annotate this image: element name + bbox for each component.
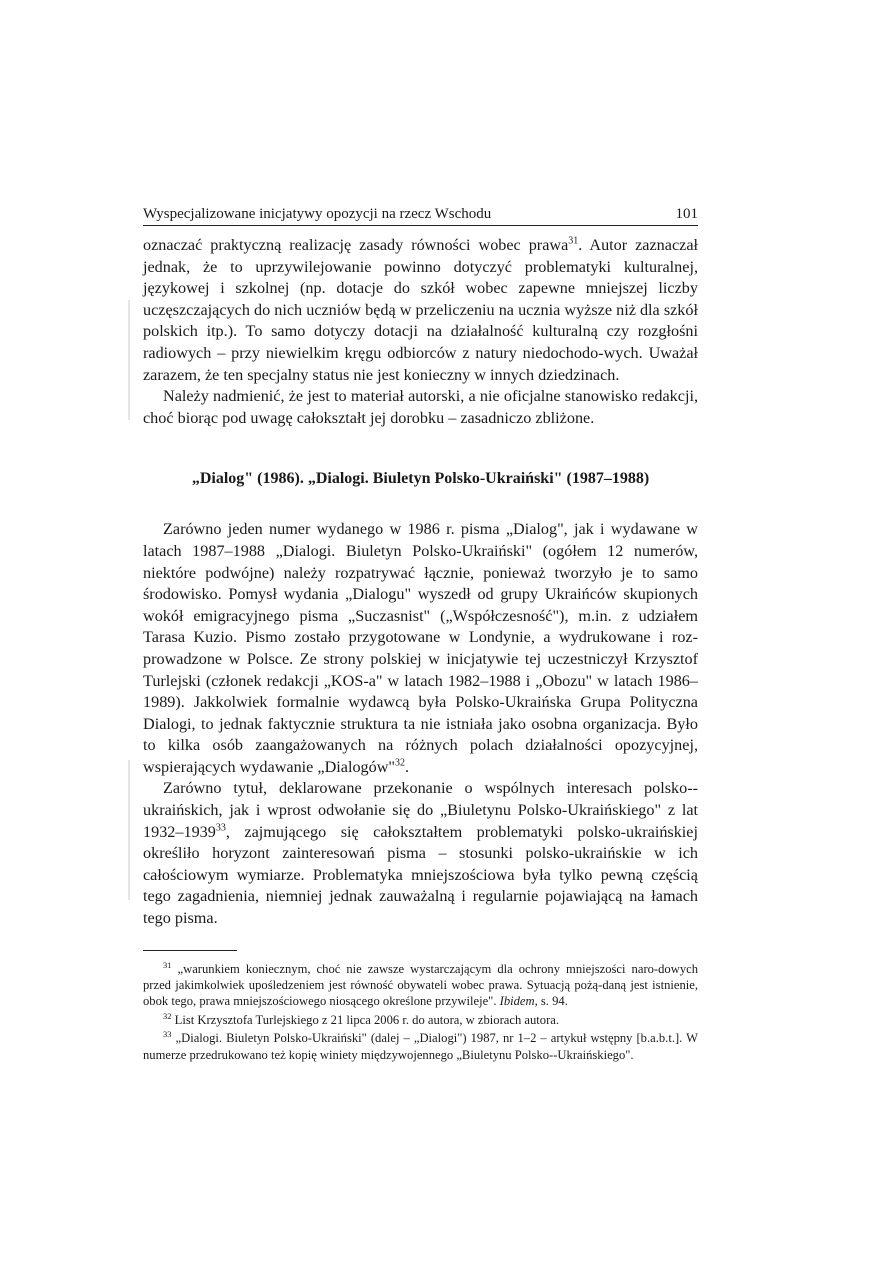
footnote-emphasis: Ibidem <box>499 994 535 1009</box>
section-heading: „Dialog" (1986). „Dialogi. Biuletyn Polsko-Ukraiński" (1987–1988) <box>191 470 650 488</box>
paragraph: Zarówno tytuł, deklarowane przekonanie o wspólnych interesach polsko--ukraińskich, jak i wprost odwołanie się do „Biuletynu Polsko-Ukraińskiego" z lat 1932–1939$^{33}$, zajmującego się całokształtem problematyki polsko-ukraińskiej określiło horyzont zainteresowań pisma – stosunki polsko-ukraińskie w ich całościowym wymiarze. Problematyka mniejszościowa była tylko pewną częścią tego zagadnienia, niemniej jednak zauważalną i regularnie pojawiającą na łamach tego pisma. <box>143 779 698 928</box>
scan-gutter-shadow <box>128 300 130 420</box>
scan-gutter-shadow <box>128 760 130 900</box>
footnote-number: 32 <box>163 1010 172 1021</box>
footnote: $^{32}$ List Krzysztofa Turlejskiego z 21 lipca 2006 r. do autora, w zbiorach autora. <box>163 1010 560 1027</box>
footnote: $^{31}$ „warunkiem koniecznym, choć nie zawsze wystarczającym dla ochrony mniejszości naro-dowych przed jakimkolwiek upośledzeniem jest równość obywateli wobec prawa. Sytuacją pożą-daną jest istnienie, obok tego, prawa mniejszościowego niosącego określone przywileje". Ibidem, s. 94. <box>143 959 698 1009</box>
book-page <box>143 205 698 1065</box>
footnote-separator <box>143 950 237 951</box>
running-head <box>143 205 698 226</box>
body-text <box>143 235 698 930</box>
paragraph: Zarówno jeden numer wydanego w 1986 r. pisma „Dialog", jak i wydawane w latach 1987–1988 „Dialogi. Biuletyn Polsko-Ukraiński" (ogółem 12 numerów, niektóre podwójne) należy rozpatrywać łącznie, ponieważ tworzyło je to samo środowisko. Pomysł wydania „Dialogu" wyszedł od grupy Ukraińców skupionych wokół emigracyjnego pisma „Suczasnist" („Współczesność"), m.in. z udziałem Tarasa Kuzio. Pismo zostało przygotowane w Londynie, a wydrukowane i roz-prowadzone w Polsce. Ze strony polskiej w inicjatywie tej uczestniczył Krzysztof Turlejski (członek redakcji „KOS-a" w latach 1982–1988 i „Obozu" w latach 1986–1989). Jakkolwiek formalnie wydawcą była Polsko-Ukraińska Grupa Polityczna Dialogi, to jednak faktycznie struktura ta nie istniała jako osobna organizacja. Było to kilka osób zaangażowanych na różnych polach działalności opozycyjnej, wspierających wydawanie „Dialogów"$^{32}$. <box>143 520 698 776</box>
footnote-number: 31 <box>163 959 172 970</box>
footnote: $^{33}$ „Dialogi. Biuletyn Polsko-Ukraiński" (dalej – „Dialogi") 1987, nr 1–2 – artykuł wstępny [b.a.b.t.]. W numerze przedrukowano też kopię winiety międzywojennego „Biuletynu Polsko--Ukraińskiego". <box>143 1029 698 1062</box>
page-number: 101 <box>675 206 698 222</box>
paragraph: oznaczać praktyczną realizację zasady równości wobec prawa$^{31}$. Autor zaznaczał jednak, że to uprzywilejowanie powinno dotyczyć problematyki kulturalnej, językowej i szkolnej (np. dotacje do szkół wobec zapewne mniejszej liczby uczęszczających do nich uczniów będą w przeliczeniu na ucznia wyższe niż dla szkół polskich itp.). To samo dotyczy dotacji na działalność kulturalną czy rozgłośni radiowych – przy niewielkim kręgu odbiorców z natury niedochodo-wych. Uważał zarazem, że ten specjalny status nie jest konieczny w innych dziedzinach. <box>143 235 698 384</box>
footnote-number: 33 <box>163 1029 172 1040</box>
footnote-ref[interactable]: 33 <box>215 822 226 834</box>
footnotes <box>143 961 698 1063</box>
running-title: Wyspecjalizowane inicjatywy opozycji na rzecz Wschodu <box>143 206 492 222</box>
paragraph: Należy nadmienić, że jest to materiał autorski, a nie oficjalne stanowisko redakcji, choć biorąc pod uwagę całokształt jej dorobku – zasadniczo zbliżone. <box>143 387 698 427</box>
footnote-ref[interactable]: 31 <box>568 235 579 247</box>
footnote-ref[interactable]: 32 <box>395 757 406 769</box>
